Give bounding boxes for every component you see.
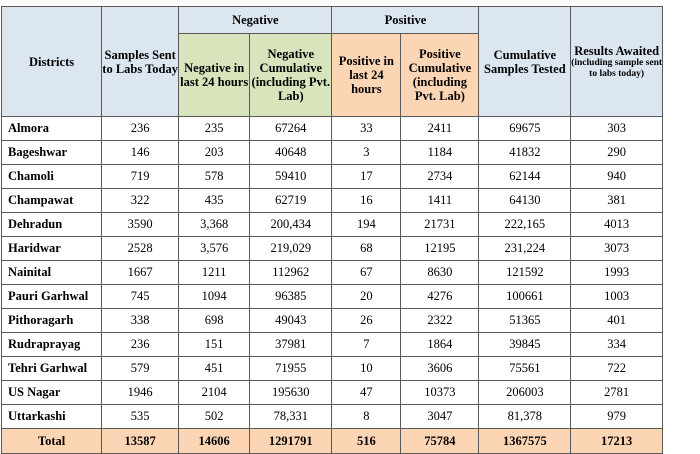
results-awaited-cell: 381 [571,189,663,213]
district-cell: Bageshwar [2,141,102,165]
negative-24h-cell: 698 [179,309,250,333]
total-negative-24h: 14606 [179,429,250,454]
district-cell: Tehri Garhwal [2,357,102,381]
positive-24h-cell: 26 [332,309,401,333]
cumulative-tested-cell: 69675 [479,117,571,141]
negative-cumulative-cell: 67264 [250,117,332,141]
samples-sent-cell: 579 [102,357,179,381]
positive-24h-cell: 16 [332,189,401,213]
results-awaited-cell: 722 [571,357,663,381]
positive-cumulative-cell: 8630 [401,261,479,285]
results-awaited-cell: 3073 [571,237,663,261]
samples-sent-cell: 535 [102,405,179,429]
samples-sent-cell: 1946 [102,381,179,405]
table-row [2,117,663,141]
positive-cumulative-cell: 3606 [401,357,479,381]
positive-24h-cell: 68 [332,237,401,261]
header-samples-sent: Samples Sent to Labs Today [102,7,179,117]
negative-24h-cell: 151 [179,333,250,357]
table-row [2,165,663,189]
cumulative-tested-cell: 62144 [479,165,571,189]
negative-24h-cell: 3,576 [179,237,250,261]
total-positive-cumulative: 75784 [401,429,479,454]
cumulative-tested-cell: 64130 [479,189,571,213]
positive-cumulative-cell: 12195 [401,237,479,261]
negative-cumulative-cell: 96385 [250,285,332,309]
header-districts: Districts [2,7,102,117]
negative-24h-cell: 2104 [179,381,250,405]
header-positive-cumulative: Positive Cumulative (including Pvt. Lab) [401,34,479,117]
positive-cumulative-cell: 3047 [401,405,479,429]
cumulative-tested-cell: 41832 [479,141,571,165]
negative-cumulative-cell: 71955 [250,357,332,381]
positive-24h-cell: 33 [332,117,401,141]
cumulative-tested-cell: 51365 [479,309,571,333]
header-results-awaited [571,7,663,117]
table-row [2,213,663,237]
positive-cumulative-cell: 10373 [401,381,479,405]
total-label: Total [2,429,102,454]
positive-24h-cell: 7 [332,333,401,357]
district-cell: Pithoragarh [2,309,102,333]
negative-cumulative-cell: 40648 [250,141,332,165]
results-awaited-cell: 1003 [571,285,663,309]
results-awaited-cell: 334 [571,333,663,357]
negative-24h-cell: 435 [179,189,250,213]
samples-sent-cell: 2528 [102,237,179,261]
total-cumulative-tested: 1367575 [479,429,571,454]
total-results-awaited: 17213 [571,429,663,454]
results-awaited-cell: 401 [571,309,663,333]
negative-cumulative-cell: 59410 [250,165,332,189]
results-awaited-cell: 4013 [571,213,663,237]
table-row [2,141,663,165]
samples-sent-cell: 338 [102,309,179,333]
district-cell: Almora [2,117,102,141]
samples-sent-cell: 1667 [102,261,179,285]
negative-24h-cell: 235 [179,117,250,141]
results-awaited-cell: 940 [571,165,663,189]
total-samples-sent: 13587 [102,429,179,454]
cumulative-tested-cell: 206003 [479,381,571,405]
results-awaited-cell: 2781 [571,381,663,405]
positive-cumulative-cell: 2734 [401,165,479,189]
negative-cumulative-cell: 78,331 [250,405,332,429]
negative-24h-cell: 3,368 [179,213,250,237]
positive-cumulative-cell: 1411 [401,189,479,213]
results-awaited-cell: 290 [571,141,663,165]
negative-cumulative-cell: 62719 [250,189,332,213]
cumulative-tested-cell: 75561 [479,357,571,381]
positive-24h-cell: 67 [332,261,401,285]
positive-24h-cell: 3 [332,141,401,165]
table-row [2,285,663,309]
samples-sent-cell: 146 [102,141,179,165]
negative-cumulative-cell: 195630 [250,381,332,405]
positive-24h-cell: 20 [332,285,401,309]
table-row [2,357,663,381]
negative-24h-cell: 1094 [179,285,250,309]
district-cell: Pauri Garhwal [2,285,102,309]
positive-24h-cell: 17 [332,165,401,189]
positive-cumulative-cell: 1864 [401,333,479,357]
total-negative-cumulative: 1291791 [250,429,332,454]
results-awaited-cell: 979 [571,405,663,429]
covid-testing-table-container [1,6,663,454]
district-cell: Uttarkashi [2,405,102,429]
negative-24h-cell: 203 [179,141,250,165]
results-awaited-cell: 303 [571,117,663,141]
district-cell: Dehradun [2,213,102,237]
table-row [2,381,663,405]
negative-cumulative-cell: 219,029 [250,237,332,261]
header-positive-group: Positive [332,7,479,34]
negative-24h-cell: 502 [179,405,250,429]
samples-sent-cell: 3590 [102,213,179,237]
header-cumulative-tested: Cumulative Samples Tested [479,7,571,117]
positive-24h-cell: 10 [332,357,401,381]
positive-24h-cell: 8 [332,405,401,429]
table-row [2,333,663,357]
table-row [2,309,663,333]
positive-24h-cell: 194 [332,213,401,237]
positive-cumulative-cell: 4276 [401,285,479,309]
total-row [2,429,663,454]
district-cell: Rudraprayag [2,333,102,357]
negative-cumulative-cell: 200,434 [250,213,332,237]
cumulative-tested-cell: 39845 [479,333,571,357]
negative-24h-cell: 578 [179,165,250,189]
header-negative-24h: Negative in last 24 hours [179,34,250,117]
district-cell: US Nagar [2,381,102,405]
district-cell: Champawat [2,189,102,213]
table-row [2,237,663,261]
negative-cumulative-cell: 112962 [250,261,332,285]
results-awaited-note: (including sample sent to labs today) [571,57,663,79]
positive-cumulative-cell: 21731 [401,213,479,237]
positive-cumulative-cell: 1184 [401,141,479,165]
positive-cumulative-cell: 2411 [401,117,479,141]
samples-sent-cell: 236 [102,117,179,141]
district-cell: Haridwar [2,237,102,261]
table-row [2,405,663,429]
table-body [2,117,663,429]
table-row [2,189,663,213]
cumulative-tested-cell: 222,165 [479,213,571,237]
cumulative-tested-cell: 100661 [479,285,571,309]
cumulative-tested-cell: 231,224 [479,237,571,261]
cumulative-tested-cell: 121592 [479,261,571,285]
district-cell: Nainital [2,261,102,285]
district-testing-table [1,6,663,454]
samples-sent-cell: 719 [102,165,179,189]
header-positive-24h: Positive in last 24 hours [332,34,401,117]
samples-sent-cell: 322 [102,189,179,213]
header-negative-group: Negative [179,7,332,34]
negative-cumulative-cell: 49043 [250,309,332,333]
negative-cumulative-cell: 37981 [250,333,332,357]
negative-24h-cell: 1211 [179,261,250,285]
header-negative-cumulative: Negative Cumulative (including Pvt. Lab) [250,34,332,117]
table-row [2,261,663,285]
results-awaited-title: Results Awaited [574,43,660,58]
cumulative-tested-cell: 81,378 [479,405,571,429]
negative-24h-cell: 451 [179,357,250,381]
total-positive-24h: 516 [332,429,401,454]
samples-sent-cell: 745 [102,285,179,309]
results-awaited-cell: 1993 [571,261,663,285]
district-cell: Chamoli [2,165,102,189]
positive-cumulative-cell: 2322 [401,309,479,333]
positive-24h-cell: 47 [332,381,401,405]
samples-sent-cell: 236 [102,333,179,357]
